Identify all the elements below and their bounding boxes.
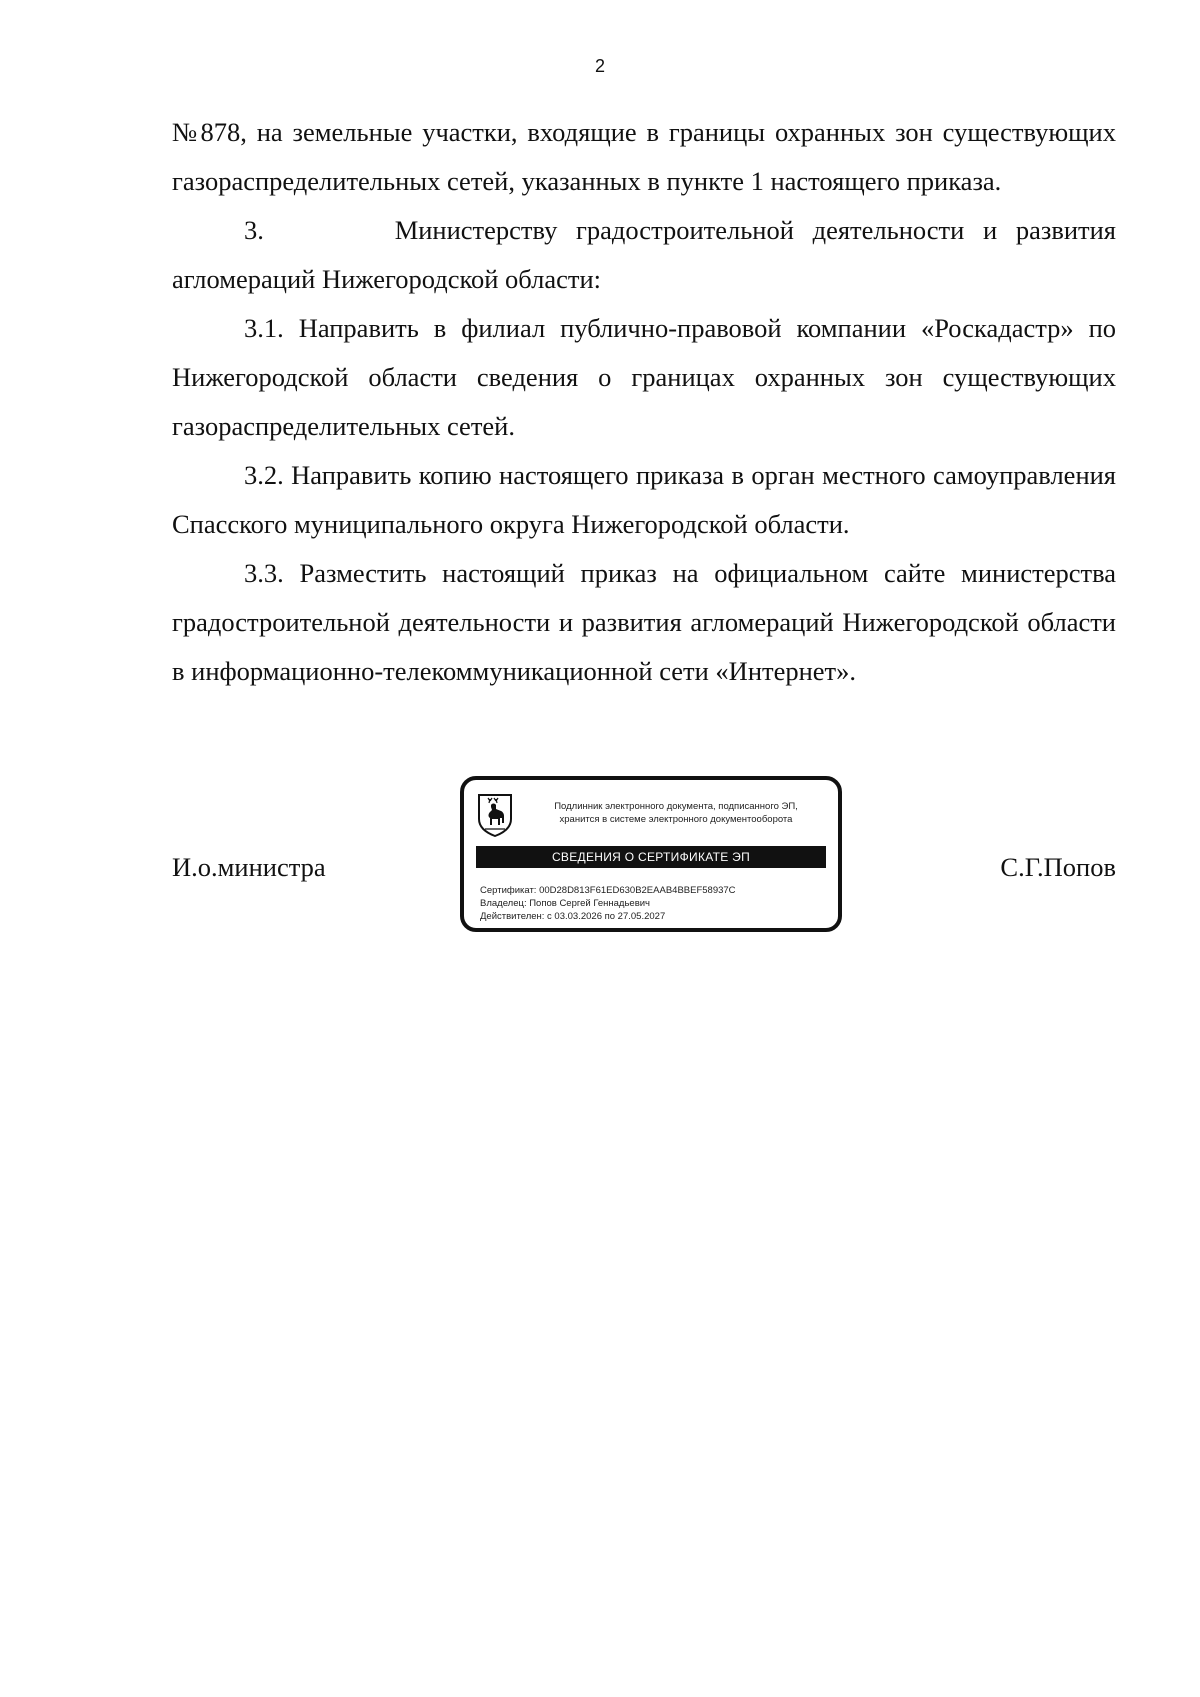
- paragraph-item-3-1: 3.1. Направить в филиал публично-правовой компании «Роскадастр» по Нижегородской области сведения о границах охранных зон существующих газораспределительных сетей.: [172, 313, 1116, 441]
- page-number: 2: [594, 56, 605, 76]
- document-body: [172, 108, 1116, 696]
- electronic-signature-stamp: [460, 776, 842, 932]
- coat-of-arms-deer-icon: [477, 793, 513, 837]
- paragraph-item-3-3: 3.3. Разместить настоящий приказ на официальном сайте министерства градостроительной деятельности и развития агломераций Нижегородской области в информационно-телекоммуникационной сети «Интернет».: [172, 558, 1116, 686]
- stamp-caption-line-2: хранится в системе электронного документооборота: [559, 814, 793, 825]
- certificate-validity: Действителен: с 03.03.2026 по 27.05.2027: [480, 911, 666, 922]
- signatory-position: И.о.министра: [172, 852, 326, 882]
- stamp-caption: [526, 800, 826, 826]
- certificate-number: Сертификат: 00D28D813F61ED630B2EAAB4BBEF58937C: [480, 885, 736, 896]
- stamp-certificate-details: [480, 884, 736, 923]
- certificate-owner: Владелец: Попов Сергей Геннадьевич: [480, 898, 651, 909]
- paragraph-item-3-2: 3.2. Направить копию настоящего приказа в орган местного самоуправления Спасского муниципального округа Нижегородской области.: [172, 460, 1116, 539]
- stamp-caption-line-1: Подлинник электронного документа, подписанного ЭП,: [554, 801, 798, 812]
- paragraph-item-3: 3. Министерству градостроительной деятельности и развития агломераций Нижегородской области:: [172, 215, 1116, 294]
- signatory-name: С.Г.Попов: [1000, 852, 1116, 882]
- paragraph-continuation: №878, на земельные участки, входящие в границы охранных зон существующих газораспределительных сетей, указанных в пункте 1 настоящего приказа.: [172, 117, 1116, 196]
- stamp-header: СВЕДЕНИЯ О СЕРТИФИКАТЕ ЭП: [476, 846, 826, 868]
